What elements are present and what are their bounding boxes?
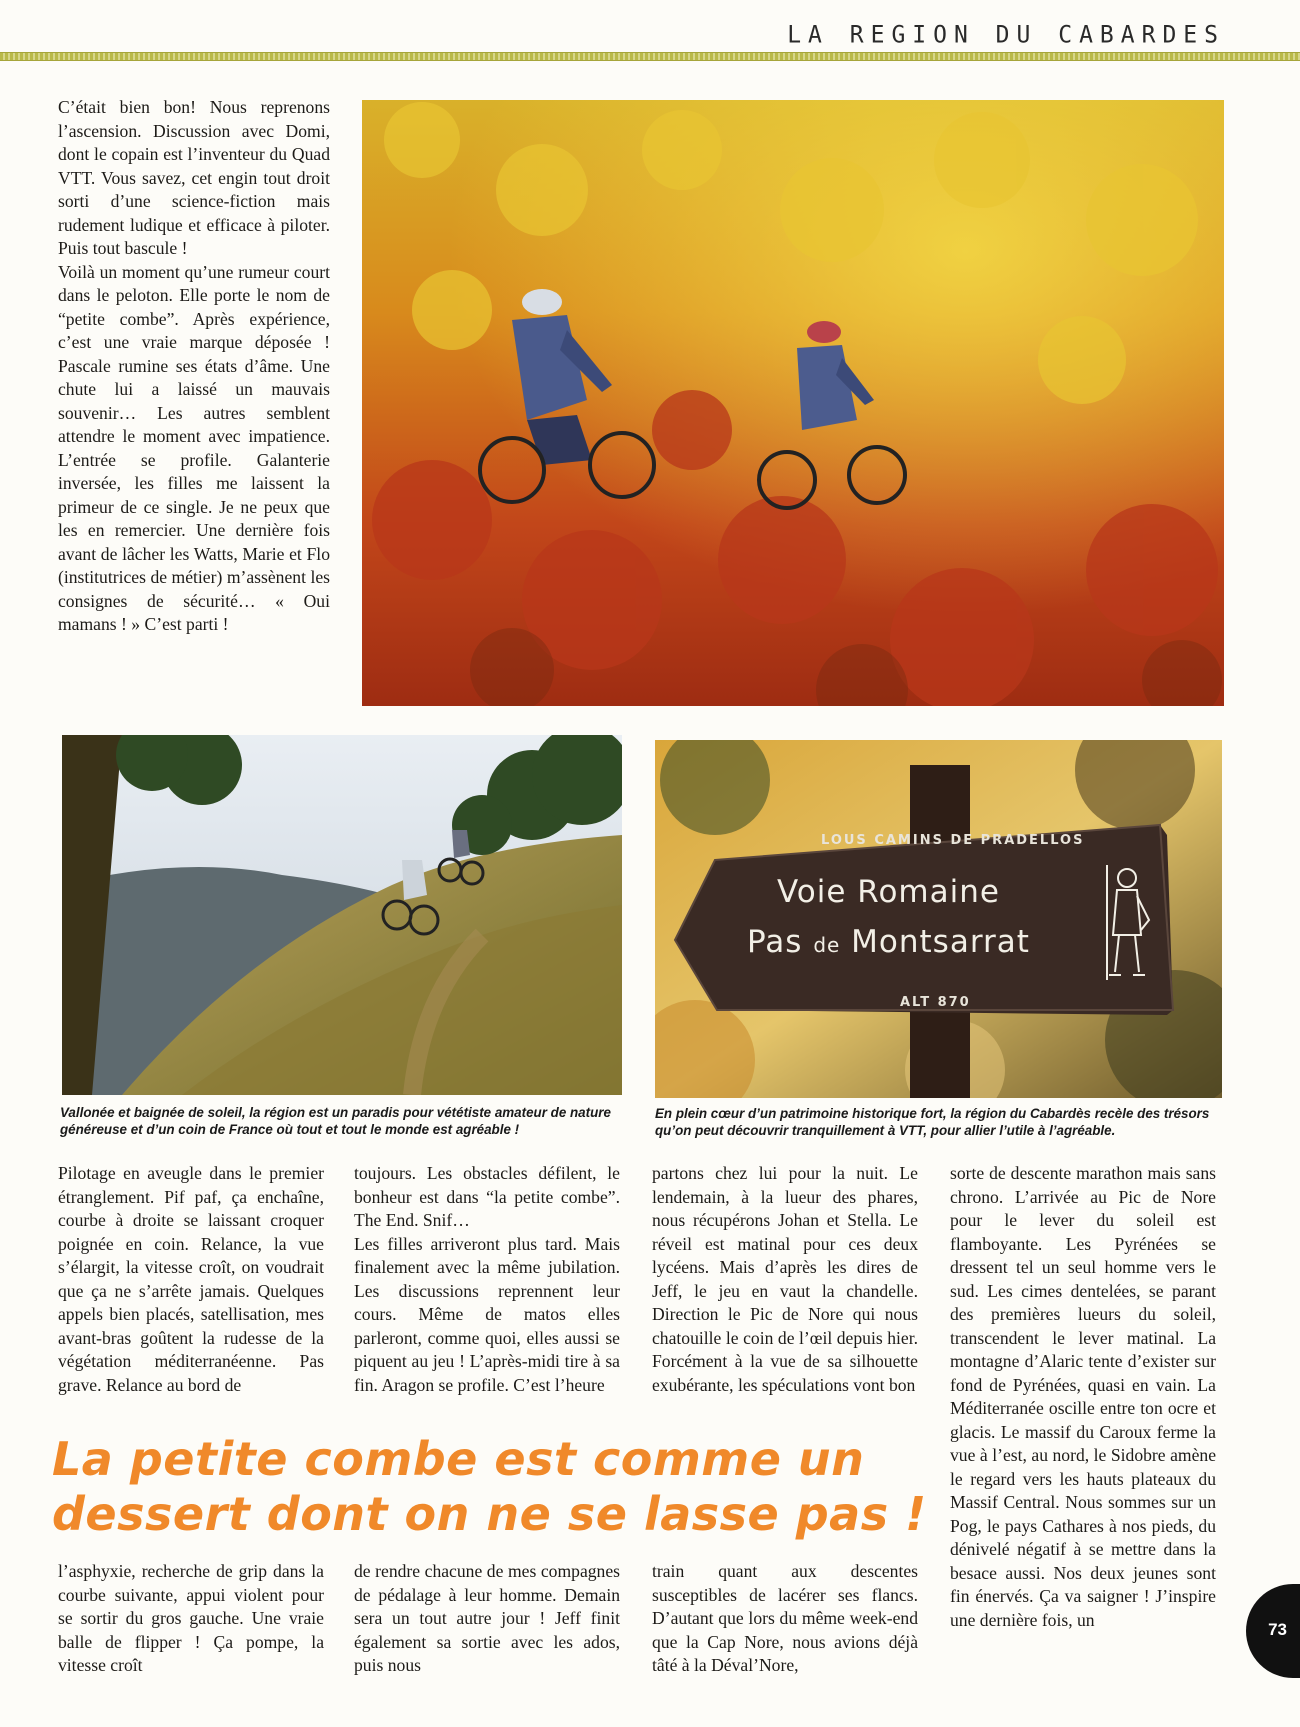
sign-altitude: ALT 870	[900, 995, 971, 1010]
trail-sign-photo	[655, 740, 1222, 1098]
body-column-1-lower	[58, 1560, 324, 1678]
body-column-3-upper	[652, 1162, 918, 1420]
sign-line-1: Voie Romaine	[777, 874, 1000, 910]
sign-word-de: de	[813, 933, 841, 957]
body-paragraph: toujours. Les obstacles défilent, le bonheur est dans “la petite combe”. The End. Snif…	[354, 1163, 620, 1230]
caption-left: Vallonée et baignée de soleil, la région est un paradis pour vététiste amateur de nature généreuse et d’un coin de France où tout et tout le monde est agréable !	[60, 1105, 611, 1137]
header-rule	[0, 52, 1300, 61]
pull-quote: La petite combe est comme un dessert dont on ne se lasse pas !	[52, 1432, 927, 1541]
sign-line-2	[747, 924, 1030, 960]
caption-right: En plein cœur d’un patrimoine historique fort, la région du Cabardès recèle des trésors qu’on peut découvrir tranquillement à VTT, pour allier l’utile à l’agréable.	[655, 1106, 1210, 1138]
sign-word-pas: Pas	[747, 924, 803, 960]
body-column-4	[950, 1162, 1216, 1687]
body-column-3-lower	[652, 1560, 918, 1678]
pilgrim-icon	[1097, 860, 1153, 985]
body-paragraph: Pilotage en aveugle dans le premier étranglement. Pif paf, ça enchaîne, courbe à droite se laissant croquer poignée en coin. Relance, la vue s’élargit, la vitesse croît, on voudrait que ça ne s’arrête jamais. Quelques appels bien placés, satellisation, mes avant-bras goûtent la rudesse de la végétation méditerranéenne. Pas grave. Relance au bord de	[58, 1163, 324, 1395]
body-paragraph: l’asphyxie, recherche de grip dans la courbe suivante, appui violent pour se sortir du gros gauche. Une vraie balle de flipper ! Ça pompe, la vitesse croît	[58, 1561, 324, 1675]
page-number: 73	[1268, 1620, 1287, 1639]
intro-paragraph: C’était bien bon! Nous reprenons l’ascension. Discussion avec Domi, dont le copain est l’inventeur du Quad VTT. Vous savez, cet engin tout droit sorti d’une science-fiction mais rudement ludique et efficace à piloter. Puis tout bascule !	[58, 97, 330, 258]
body-column-2-upper	[354, 1162, 620, 1420]
body-paragraph: Les filles arriveront plus tard. Mais finalement avec la même jubilation. Les discussions reprennent leur cours. Même de matos elles parleront, comme quoi, elles aussi se piquent au jeu ! L’après-midi tire à sa fin. Aragon se profile. C’est l’heure	[354, 1233, 620, 1395]
intro-column	[58, 96, 330, 716]
body-paragraph: train quant aux descentes susceptibles de lacérer ses flancs. D’autant que lors du même week-end que la Cap Nore, nous avions déjà tâté à la Déval’Nore,	[652, 1561, 918, 1675]
vineyard-cyclists-photo	[362, 100, 1224, 706]
body-paragraph: de rendre chacune de mes compagnes de pédalage à leur homme. Demain sera un tout autre jour ! Jeff finit également sa sortie avec les ados, puis nous	[354, 1561, 620, 1675]
sign-top-line: LOUS CAMINS DE PRADELLOS	[821, 833, 1085, 848]
sign-word-montsarrat: Montsarrat	[851, 924, 1030, 960]
body-column-2-lower	[354, 1560, 620, 1678]
section-title: LA REGION DU CABARDES	[787, 21, 1225, 49]
hillside-trail-photo	[62, 735, 622, 1095]
intro-paragraph: Voilà un moment qu’une rumeur court dans le peloton. Elle porte le nom de “petite combe”. Après expérience, c’est une vraie marque déposée ! Pascale rumine ses états d’âme. Une chute lui a laissé un mauvais souvenir… Les autres semblent attendre le moment avec impatience. L’entrée se profile. Galanterie inversée, les filles me laissent la primeur de ce single. Je ne peux que les en remercier. Une dernière fois avant de lâcher les Watts, Marie et Flo (institutrices de métier) m’assènent les consignes de sécurité… « Oui mamans ! » C’est parti !	[58, 261, 330, 634]
body-column-1-upper	[58, 1162, 324, 1420]
body-paragraph: partons chez lui pour la nuit. Le lendemain, à la lueur des phares, nous récupérons Johan et Stella. Le réveil est matinal pour ces deux lycéens. Mais d’après les dires de Jeff, le jeu en vaut la chandelle. Direction le Pic de Nore qui nous chatouille le coin de l’œil depuis hier. Forcément à la vue de sa silhouette exubérante, les spéculations vont bon	[652, 1163, 918, 1395]
body-paragraph: sorte de descente marathon mais sans chrono. L’arrivée au Pic de Nore pour le lever du soleil est flamboyante. Les Pyrénées se dressent tel un seul homme vers le sud. Les cimes dentelées, se parant des premières lueurs du soleil, transcendent le lever matinal. La montagne d’Alaric tente d’exister sur fond de Pyrénées, quasi en vain. La Méditerranée oscille entre ton ocre et glacis. Le massif du Caroux ferme la vue à l’est, au nord, le Sidobre amène le regard vers les hauts plateaux du Massif Central. Nous sommes sur un Pog, le pays Cathares à nos pieds, du dénivelé négatif à se mettre dans la besace aussi. Nos deux jeunes sont fin énervés. Ça va saigner ! J’inspire une dernière fois, un	[950, 1163, 1216, 1630]
